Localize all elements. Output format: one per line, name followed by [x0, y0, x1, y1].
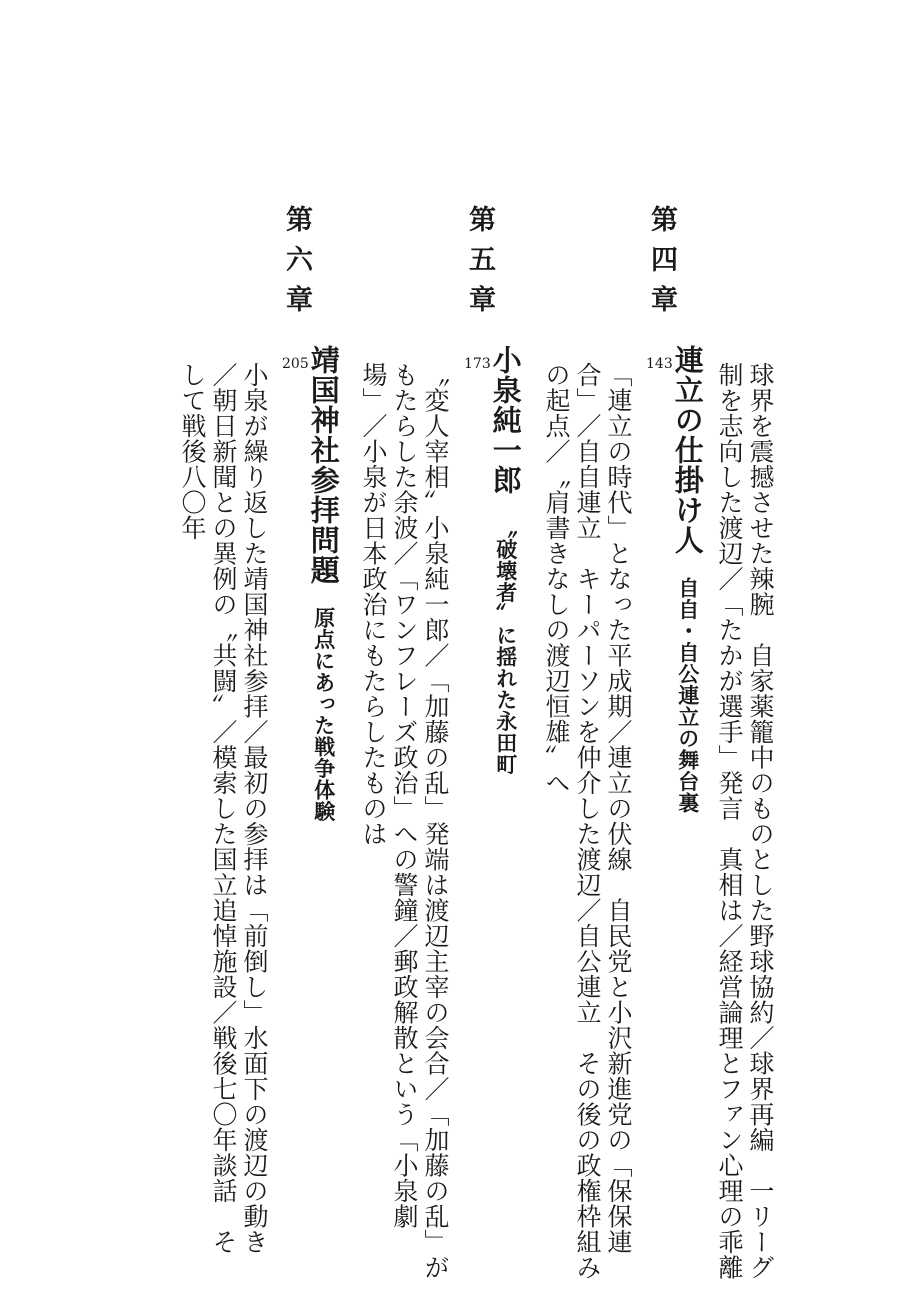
- chapter-4-page-number: 143: [646, 356, 673, 372]
- chapter-6-label: 第六章: [281, 205, 312, 325]
- intro-line-1: 球界を震撼させた辣腕 自家薬籠中のものとした野球協約／球界再編 一リーグ: [746, 362, 775, 1280]
- chapter-6-page-number: 205: [282, 356, 309, 372]
- chapter-4-line-1: 「連立の時代」となった平成期／連立の伏線 自民党と小沢新進党の「保保連: [604, 362, 633, 1255]
- chapter-5-line-1: 〝変人宰相〟小泉純一郎／「加藤の乱」発端は渡辺主宰の会合／「加藤の乱」が: [421, 362, 450, 1280]
- chapter-4-subtitle: 自自・自公連立の舞台裏: [675, 577, 701, 814]
- chapter-5-title: 小泉純一郎: [488, 345, 523, 495]
- chapter-5-label: 第五章: [464, 205, 495, 325]
- chapter-4-line-2: 合」／自自連立 キーパーソンを仲介した渡辺／自公連立 その後の政権枠組み: [573, 362, 602, 1280]
- intro-line-2: 制を志向した渡辺／「たかが選手」発言 真相は／経営論理とファン心理の乖離: [715, 362, 744, 1280]
- chapter-4-title: 連立の仕掛け人: [670, 345, 705, 555]
- chapter-4-heading[interactable]: [646, 345, 705, 826]
- chapter-6-line-3: して戦後八〇年: [178, 362, 207, 541]
- chapter-6-subtitle: 原点にあった戦争体験: [311, 607, 337, 822]
- chapter-5-line-2: もたらした余波／「ワンフレーズ政治」への警鐘／郵政解散という「小泉劇: [390, 362, 419, 1229]
- chapter-5-page-number: 173: [464, 356, 491, 372]
- chapter-5-line-3: 場」／小泉が日本政治にもたらしたものは: [359, 362, 388, 847]
- chapter-6-line-2: ／朝日新聞との異例の〝共闘〟／模索した国立追悼施設／戦後七〇年談話 そ: [209, 362, 238, 1255]
- chapter-6-heading[interactable]: [282, 345, 341, 834]
- chapter-4-line-3: の起点／〝肩書きなしの渡辺恒雄〟へ: [542, 362, 571, 796]
- chapter-5-heading[interactable]: [464, 345, 523, 787]
- chapter-4-label: 第四章: [646, 205, 677, 325]
- chapter-6-line-1: 小泉が繰り返した靖国神社参拝／最初の参拝は「前倒し」水面下の渡辺の動き: [240, 362, 269, 1255]
- chapter-5-subtitle: 〝破壊者〟に揺れた永田町: [493, 517, 519, 775]
- chapter-6-title: 靖国神社参拝問題: [306, 345, 341, 585]
